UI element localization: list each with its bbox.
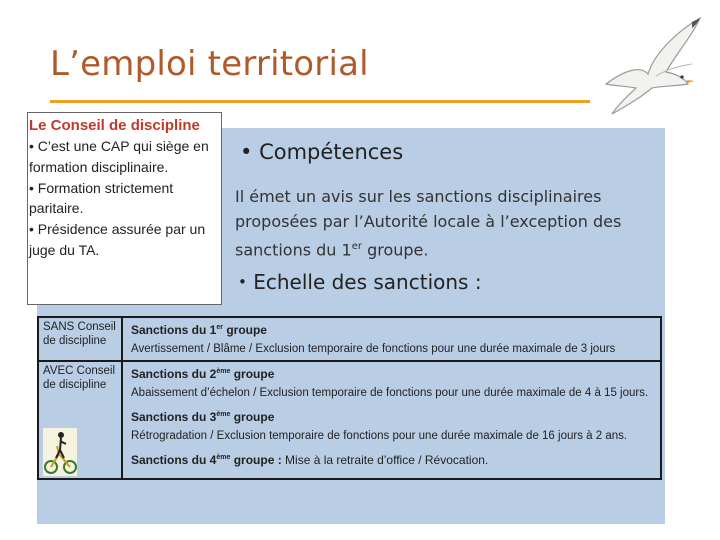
side-box-heading: Le Conseil de discipline bbox=[29, 117, 200, 134]
title-underline bbox=[50, 100, 590, 103]
side-box-body bbox=[29, 136, 221, 261]
echelle-heading: • Echelle des sanctions : bbox=[238, 270, 482, 294]
bullet: • bbox=[238, 273, 247, 291]
competences-label: Compétences bbox=[259, 140, 404, 164]
side-box-line: • Formation strictement paritaire. bbox=[29, 179, 174, 217]
group-title: Sanctions du 4ème groupe : Mise à la retraite d’office / Révocation. bbox=[131, 453, 489, 467]
side-box-line: • C’est une CAP qui siège en formation disciplinaire. bbox=[29, 138, 209, 175]
conseil-discipline-box bbox=[27, 112, 222, 305]
cyclist-icon bbox=[43, 428, 77, 476]
row-label: AVEC Conseil de discipline bbox=[38, 361, 122, 479]
group-description: Avertissement / Blâme / Exclusion temporaire de fonctions pour une durée maximale de 3 jours bbox=[131, 343, 616, 355]
table-row bbox=[38, 361, 661, 479]
group-title: Sanctions du 3ème groupe bbox=[131, 410, 275, 424]
sanction-group-cell bbox=[122, 361, 661, 479]
group-description: Rétrogradation / Exclusion temporaire de fonctions pour une durée maximale de 16 jours à 2 ans. bbox=[131, 430, 628, 442]
group-description: Abaissement d’échelon / Exclusion temporaire de fonctions pour une durée maximale de 4 à 15 jours. bbox=[131, 387, 649, 399]
group-title: Sanctions du 1er groupe bbox=[131, 323, 267, 337]
row-label: SANS Conseil de discipline bbox=[38, 317, 122, 361]
group-title: Sanctions du 2ème groupe bbox=[131, 367, 275, 381]
table-row bbox=[38, 317, 661, 361]
sanction-group-cell bbox=[122, 317, 661, 361]
bullet: • bbox=[240, 140, 253, 164]
echelle-label: Echelle des sanctions bbox=[253, 270, 469, 294]
seagull-icon bbox=[596, 14, 708, 126]
sanctions-table bbox=[37, 316, 662, 480]
competences-text: Il émet un avis sur les sanctions disciplinaires proposées par l’Autorité locale à l’exception des sanctions du 1er groupe. bbox=[235, 187, 622, 260]
page-title: L’emploi territorial bbox=[50, 44, 369, 84]
competences-heading bbox=[240, 140, 403, 164]
side-box-line: • Présidence assurée par un juge du TA. bbox=[29, 221, 206, 258]
